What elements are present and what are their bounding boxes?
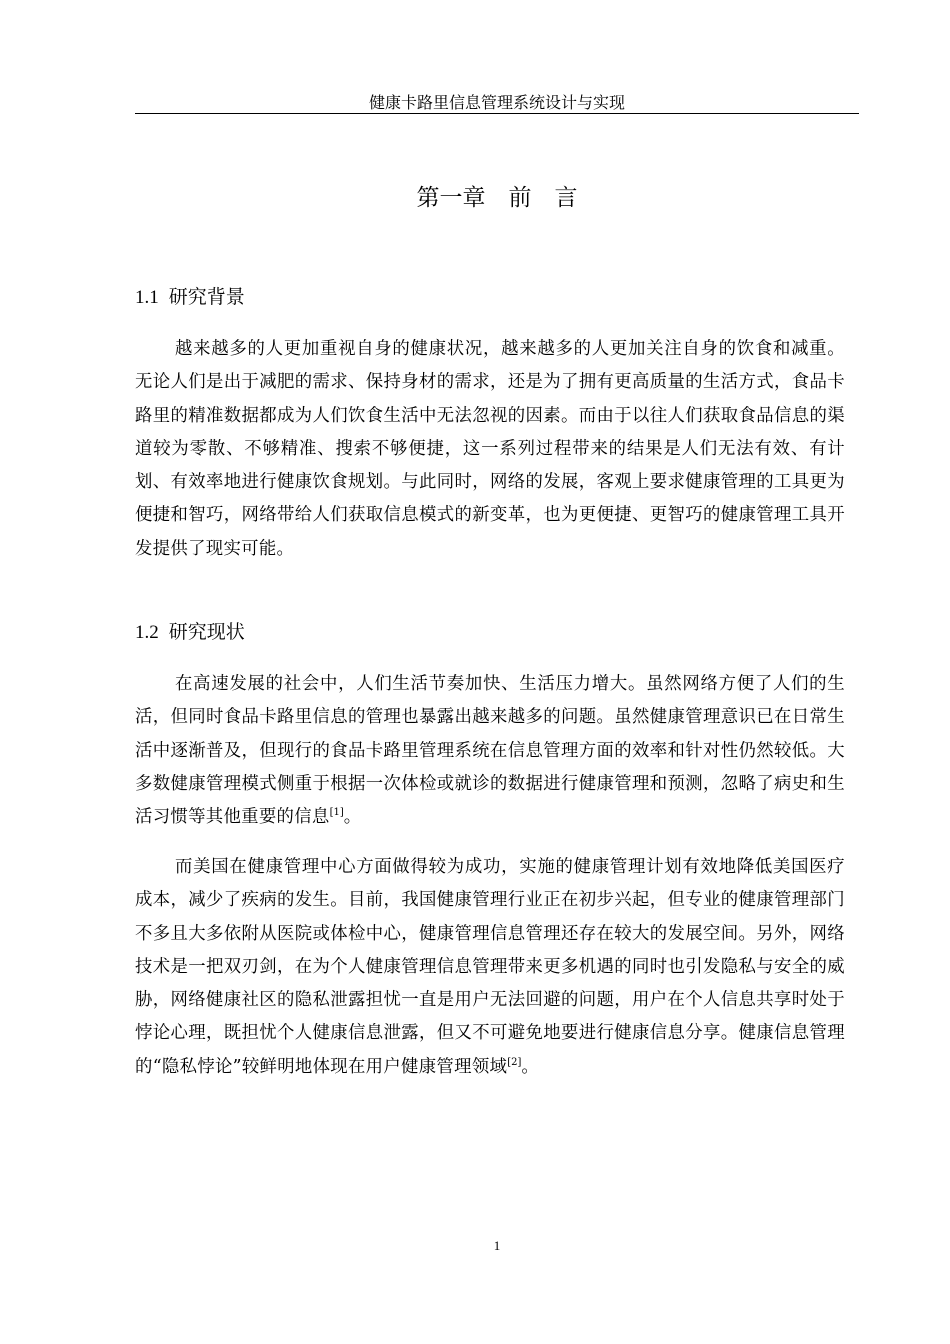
section-title: 研究背景 bbox=[168, 286, 245, 308]
body-paragraph bbox=[135, 668, 845, 834]
body-paragraph bbox=[135, 851, 845, 1084]
chapter-title: 第一章 前 言 bbox=[416, 185, 578, 211]
paragraph-end: 。 bbox=[521, 1056, 540, 1077]
section-heading-1-1 bbox=[135, 284, 859, 311]
citation-link[interactable]: [1] bbox=[329, 807, 344, 819]
header-rule bbox=[135, 113, 859, 114]
section-heading-1-2 bbox=[135, 619, 859, 646]
paragraph-end: 。 bbox=[343, 807, 362, 828]
section-number: 1.1 bbox=[135, 287, 159, 308]
running-header: 健康卡路里信息管理系统设计与实现 bbox=[368, 93, 625, 112]
page-number: 1 bbox=[493, 1238, 501, 1253]
body-paragraph bbox=[135, 333, 845, 566]
paragraph-text: 越来越多的人更加重视自身的健康状况，越来越多的人更加关注自身的饮食和减重。无论人们是出于减肥的需求、保持身材的需求，还是为了拥有更高质量的生活方式，食品卡路里的精准数据都成为人们饮食生活中无法忽视的因素。而由于以往人们获取食品信息的渠道较为零散、不够精准、搜索不够便捷，这一系列过程带来的结果是人们无法有效、有计划、有效率地进行健康饮食规划。与此同时，网络的发展，客观上要求健康管理的工具更为便捷和智巧，网络带给人们获取信息模式的新变革，也为更便捷、更智巧的健康管理工具开发提供了现实可能。 bbox=[135, 339, 845, 559]
paragraph-text: 在高速发展的社会中，人们生活节奏加快、生活压力增大。虽然网络方便了人们的生活，但同时食品卡路里信息的管理也暴露出越来越多的问题。虽然健康管理意识已在日常生活中逐渐普及，但现行的食品卡路里管理系统在信息管理方面的效率和针对性仍然较低。大多数健康管理模式侧重于根据一次体检或就诊的数据进行健康管理和预测，忽略了病史和生活习惯等其他重要的信息 bbox=[135, 674, 845, 828]
section-title: 研究现状 bbox=[168, 621, 245, 643]
paragraph-text: 而美国在健康管理中心方面做得较为成功，实施的健康管理计划有效地降低美国医疗成本，减少了疾病的发生。目前，我国健康管理行业正在初步兴起，但专业的健康管理部门不多且大多依附从医院或体检中心，健康管理信息管理还存在较大的发展空间。另外，网络技术是一把双刃剑，在为个人健康管理信息管理带来更多机遇的同时也引发隐私与安全的威胁，网络健康社区的隐私泄露担忧一直是用户无法回避的问题，用户在个人信息共享时处于悖论心理，既担忧个人健康信息泄露，但又不可避免地要进行健康信息分享。健康信息管理的“隐私悖论”较鲜明地体现在用户健康管理领域 bbox=[135, 857, 845, 1077]
section-number: 1.2 bbox=[135, 622, 159, 643]
citation-link[interactable]: [2] bbox=[507, 1056, 522, 1068]
